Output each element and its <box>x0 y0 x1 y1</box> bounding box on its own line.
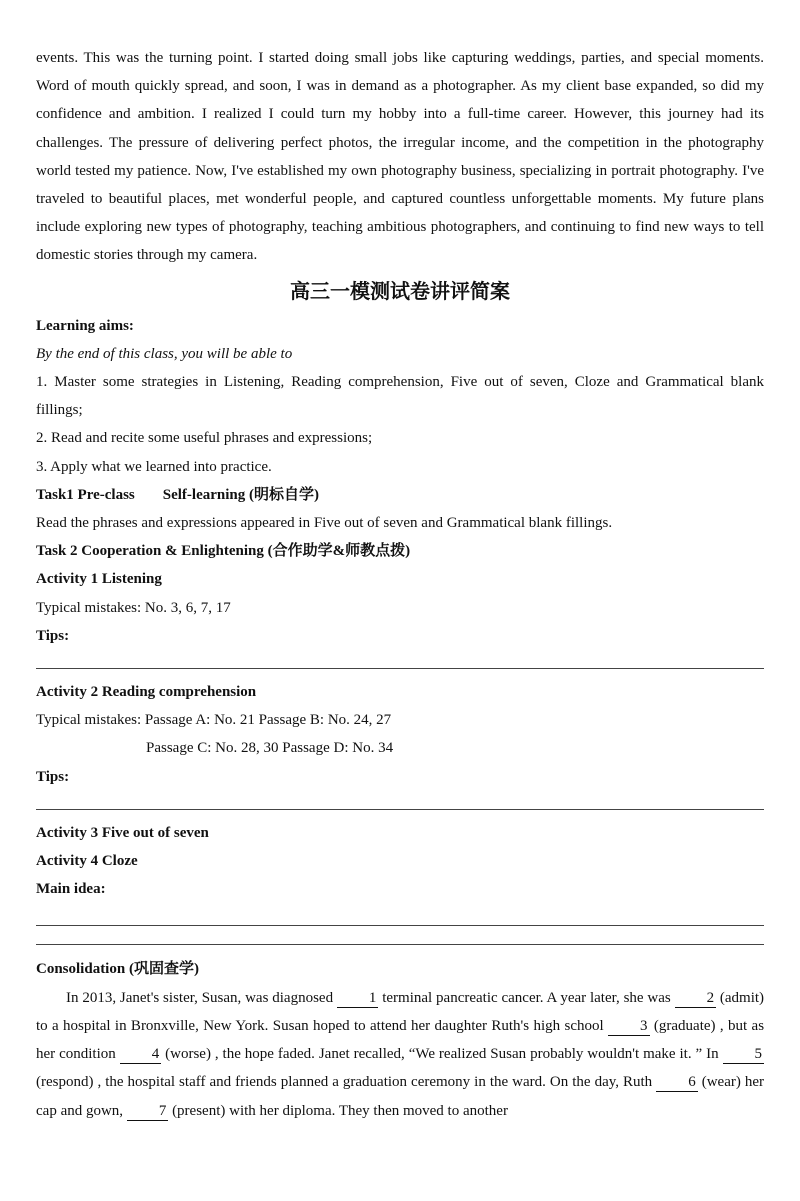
document-page <box>36 44 764 1125</box>
passage-text-5: (worse) , the hope faded. Janet recalled, “We realized Susan probably wouldn't make it. ” In <box>165 1046 719 1063</box>
tips-answer-line-2 <box>36 809 764 810</box>
main-idea-line-2 <box>36 944 764 945</box>
blank-7[interactable]: 7 <box>127 1102 169 1121</box>
activity1-tips: Tips: <box>36 627 70 644</box>
learning-aims-lead: By the end of this class, you will be able to <box>36 345 293 362</box>
task1-sub: Self-learning (明标自学) <box>162 486 319 503</box>
activity3-heading: Activity 3 Five out of seven <box>36 824 209 841</box>
activity2-mistakes-1: Typical mistakes: Passage A: No. 21 Passage B: No. 24, 27 <box>36 712 392 729</box>
consolidation-passage <box>36 984 764 1125</box>
task1-label: Task1 Pre-class <box>36 486 135 503</box>
task2-heading: Task 2 Cooperation & Enlightening (合作助学&师教点拨) <box>36 543 411 560</box>
learning-aim-1: 1. Master some strategies in Listening, Reading comprehension, Five out of seven, Cloze and Grammatical blank fillings; <box>36 374 764 419</box>
activity1-heading: Activity 1 Listening <box>36 571 162 588</box>
passage-text-7: (wear) her cap and gown, <box>36 1074 765 1119</box>
main-idea-line-1 <box>36 925 764 926</box>
blank-4[interactable]: 4 <box>120 1045 162 1064</box>
blank-2[interactable]: 2 <box>675 989 717 1008</box>
passage-text-6: (respond) , the hospital staff and friends planned a graduation ceremony in the ward. On the day, Ruth <box>36 1074 653 1091</box>
learning-aims-heading: Learning aims: <box>36 317 134 334</box>
activity2-heading: Activity 2 Reading comprehension <box>36 684 257 701</box>
passage-text-4: (graduate) , but as her condition <box>36 1017 765 1063</box>
activity4-heading: Activity 4 Cloze <box>36 853 138 870</box>
blank-5[interactable]: 5 <box>723 1045 765 1064</box>
passage-text-2: terminal pancreatic cancer. A year later, she was <box>382 989 671 1006</box>
intro-paragraph: events. This was the turning point. I started doing small jobs like capturing weddings, parties, and special moments. Word of mouth quickly spread, and soon, I was in demand as a photographer. As my client base expanded, so did my confidence and ambition. I realized I could turn my hobby into a full-time career. However, this journey had its challenges. The pressure of delivering perfect photos, the irregular income, and the competition in the photography world tested my patience. Now, I've established my own photography business, specializing in portrait photography. I've traveled to beautiful places, met wonderful people, and captured countless unforgettable moments. My future plans include exploring new types of photography, teaching ambitious photographers, and continuing to find new ways to tell domestic stories through my camera. <box>36 50 764 264</box>
blank-3[interactable]: 3 <box>608 1017 650 1036</box>
activity2-tips: Tips: <box>36 768 70 785</box>
task1-heading <box>36 481 764 509</box>
tips-answer-line-1 <box>36 668 764 669</box>
main-idea-label: Main idea: <box>36 881 106 898</box>
passage-text-8: (present) with her diploma. They then moved to another <box>172 1102 508 1119</box>
learning-aim-2: 2. Read and recite some useful phrases and expressions; <box>36 430 373 447</box>
blank-1[interactable]: 1 <box>337 989 379 1008</box>
blank-6[interactable]: 6 <box>656 1073 698 1092</box>
passage-text-3: (admit) to a hospital in Bronxville, New York. Susan hoped to attend her daughter Ruth's high school <box>36 989 765 1034</box>
activity1-mistakes: Typical mistakes: No. 3, 6, 7, 17 <box>36 599 231 616</box>
task1-text: Read the phrases and expressions appeared in Five out of seven and Grammatical blank fillings. <box>36 515 613 532</box>
consolidation-heading: Consolidation (巩固查学) <box>36 961 199 978</box>
document-title: 高三一模测试卷讲评简案 <box>290 278 510 303</box>
passage-text-1: In 2013, Janet's sister, Susan, was diagnosed <box>66 989 334 1006</box>
activity2-mistakes-2: Passage C: No. 28, 30 Passage D: No. 34 <box>146 740 394 757</box>
learning-aim-3: 3. Apply what we learned into practice. <box>36 458 272 475</box>
